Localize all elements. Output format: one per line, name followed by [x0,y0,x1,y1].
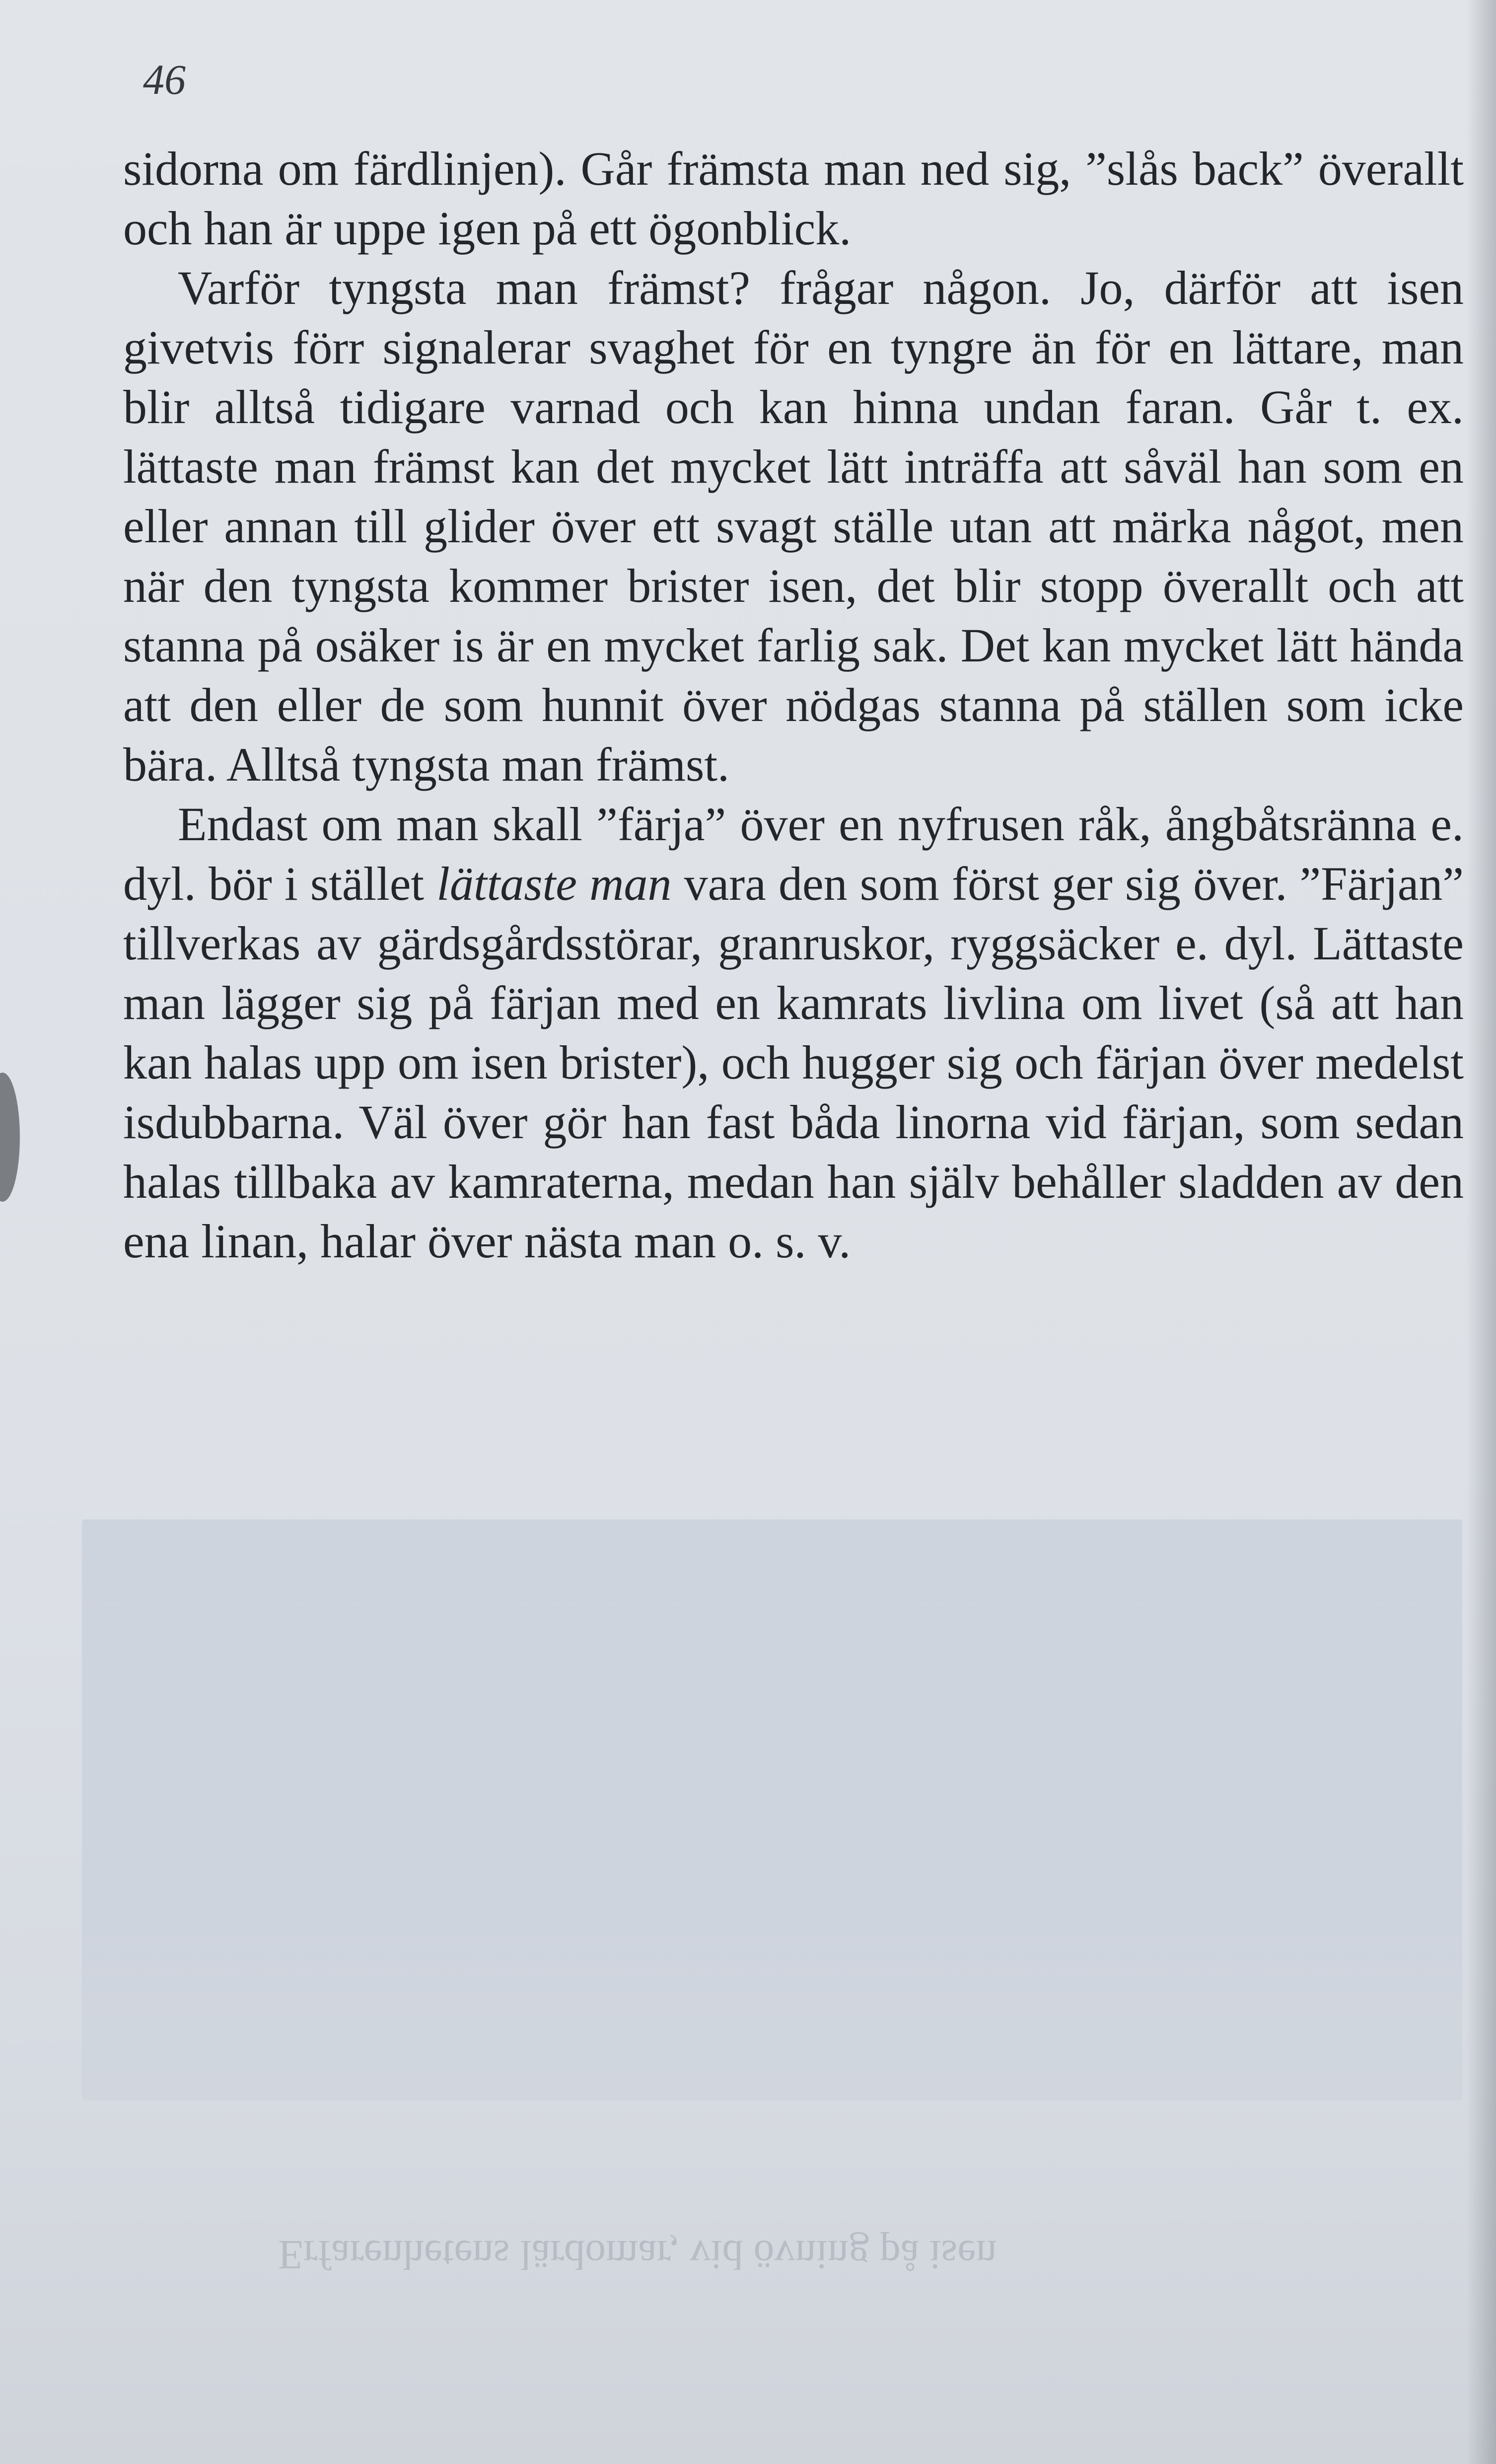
paragraph-3-emphasis: lättaste man [436,857,672,910]
faded-illustration-plate [82,1520,1462,2101]
binding-shadow [0,1073,20,1202]
show-through-text: Erfarenhetens lärdomar, vid övning på isen [278,2232,997,2278]
paragraph-3-after: vara den som först ger sig över. ”Färjan” tillverkas av gärdsgårdsstörar, granruskor, ryggsäcker e. dyl. Lättaste man lägger sig på färjan med en kamrats livlina om livet (så att han kan halas upp om isen brister), och hugger sig och färjan över medelst isdubbarna. Väl över gör han fast båda linorna vid färjan, som sedan halas tillbaka av kamraterna, medan han själv behåller sladden av den ena linan, halar över nästa man o. s. v. [123,857,1464,1268]
body-text [123,139,1464,1271]
paragraph-3-before: Endast om man skall ”färja” över en nyfrusen råk, ångbåtsränna e. dyl. bör i stället [123,797,1464,910]
paragraph-2: Varför tyngsta man främst? frågar någon. Jo, därför att isen givetvis förr signalerar svaghet för en tyngre än för en lättare, man blir alltså tidigare varnad och kan hinna undan faran. Går t. ex. lättaste man främst kan det mycket lätt inträffa att såväl han som en eller annan till glider över ett svagt ställe utan att märka något, men när den tyngsta kommer brister isen, det blir stopp överallt och att stanna på osäker is är en mycket farlig sak. Det kan mycket lätt hända att den eller de som hunnit över nödgas stanna på ställen som icke bära. Alltså tyngsta man främst. [123,261,1464,791]
paragraph-3 [123,795,1464,1271]
paragraph-1: sidorna om färdlinjen). Går främsta man ned sig, ”slås back” överallt och han är uppe igen på ett ögonblick. [123,142,1464,255]
page-number: 46 [143,56,186,103]
page-edge-shadow [1466,0,1496,2464]
